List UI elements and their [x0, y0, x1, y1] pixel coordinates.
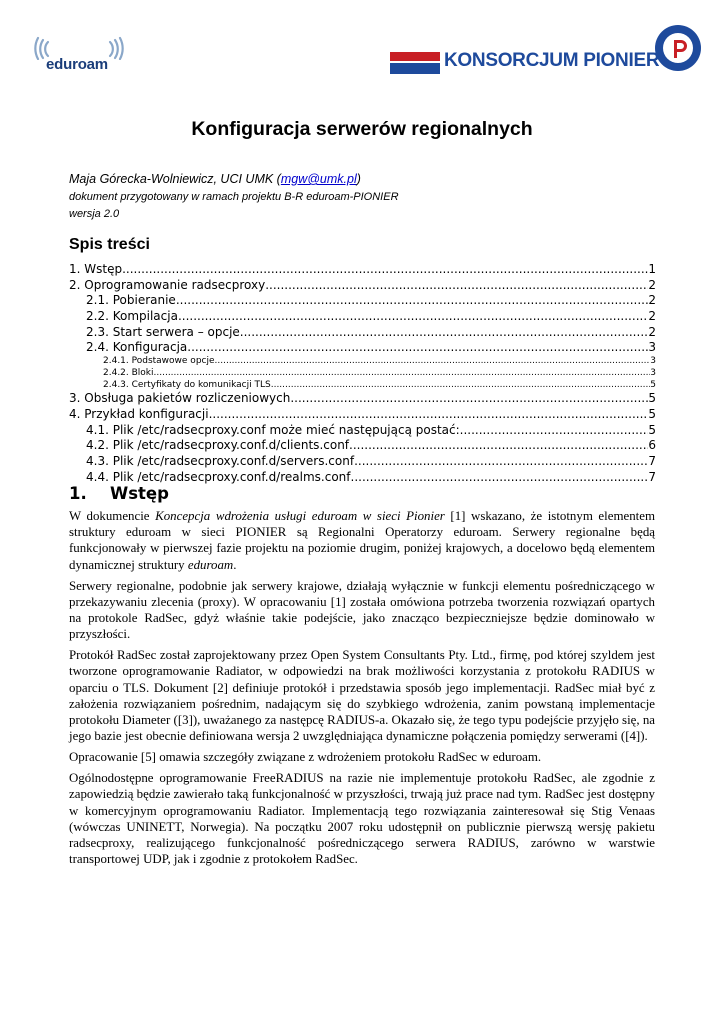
toc-entry-text: 1. Wstęp: [69, 262, 123, 276]
toc-entry[interactable]: [69, 340, 656, 356]
pionier-logo-text: KONSORCJUM PIONIER: [444, 50, 660, 71]
toc-entry-page: 3: [650, 367, 656, 378]
toc-entry-text: 4.1. Plik /etc/radsecproxy.conf może mieć następującą postać:: [86, 422, 460, 437]
pionier-flag-bar: [390, 52, 440, 76]
toc-entry-text: 2.4.2. Bloki: [103, 367, 154, 378]
toc-entry-page: 3: [648, 340, 656, 355]
toc-entry[interactable]: [69, 262, 656, 278]
document-reference-title: Koncepcja wdrożenia usługi eduroam w sieci Pionier: [155, 509, 445, 523]
toc-entry-text: 2.3. Start serwera – opcje: [86, 324, 240, 339]
toc-entry-text: 4.2. Plik /etc/radsecproxy.conf.d/clients.conf: [86, 438, 350, 453]
toc-entry-text: 2.4.3. Certyfikaty do komunikacji TLS: [103, 379, 271, 390]
author-name: Maja Górecka-Wolniewicz, UCI UMK (: [69, 172, 281, 186]
section-body: [69, 508, 655, 872]
toc-entry[interactable]: [69, 278, 656, 294]
toc-entry-text: 3. Obsługa pakietów rozliczeniowych: [69, 391, 291, 406]
paragraph: Ogólnodostępne oprogramowanie FreeRADIUS na razie nie implementuje protokołu RadSec, ale zgodnie z zapowiedzią będzie zawierało taką funkcjonalność w przyszłości, trwają już prace nad tym. RadSec jest dostępny w komercyjnym oprogramowaniu Radiator. Implementacją tego rozwiązania zainteresował się Stig Venaas (wówczas UNINETT, Norwegia). Na początku 2007 roku udostępnił on publicznie pierwszą wersję pakietu radsecproxy, realizującego funkcjonalność pośredniczącego serwera RADIUS, zarówno w warstwie transportowej UDP, jak i zgodnie z protokołem RadSec.: [69, 771, 655, 867]
toc-entry-page: 1: [648, 262, 656, 276]
toc-entry-page: 2: [648, 324, 656, 339]
document-title: Konfiguracja serwerów regionalnych: [191, 118, 533, 140]
toc-entry[interactable]: [69, 438, 656, 454]
toc-entry-page: 3: [650, 356, 656, 367]
toc-entry-text: 4. Przykład konfiguracji: [69, 406, 209, 421]
toc-entry-text: 4.3. Plik /etc/radsecproxy.conf.d/servers.conf: [86, 453, 355, 468]
pionier-seal-icon: [654, 24, 702, 72]
toc-entry-text: 2.4. Konfiguracja: [86, 340, 188, 355]
toc-entry[interactable]: [69, 470, 656, 486]
toc-entry-text: 2.1. Pobieranie: [86, 293, 176, 308]
toc-entry-page: 7: [648, 469, 656, 484]
author-suffix: ): [356, 172, 361, 186]
text-run: W dokumencie: [69, 509, 156, 523]
toc-entry-text: 4.4. Plik /etc/radsecproxy.conf.d/realms.conf: [86, 469, 351, 484]
paragraph: Serwery regionalne, podobnie jak serwery krajowe, działają wyłącznie w funkcji elementu pośredniczącego w przekazywaniu zlecenia (proxy). W opracowaniu [1] została omówiona potrzeba tworzenia rozwiązań opartych na protokole RadSec, gdyż właśnie takie podejście, jako znacząco bezpieczniejsze będzie dominowało w przyszłości.: [69, 578, 655, 642]
toc-entry-page: 5: [648, 406, 656, 421]
toc-entry-page: 2: [648, 293, 656, 308]
toc-entry-page: 2: [648, 309, 656, 324]
paragraph: Opracowanie [5] omawia szczegóły związane z wdrożeniem protokołu RadSec w eduroam.: [69, 750, 542, 765]
emphasis: eduroam: [187, 557, 234, 572]
toc-entry[interactable]: [69, 309, 656, 325]
text-run: [1] wskazano, że istotnym elementem struktury eduroam w sieci PIONIER są Regionalni Operatorzy eduroam. Serwery regionalne będą funkcjonowały w pierwszej fazie projektu na poziomie drugim, poniżej krajowych, a docelowo będą elementem dynamicznej struktury: [69, 509, 655, 572]
toc-entry-page: 5: [648, 422, 656, 437]
pionier-logo: [390, 24, 702, 80]
toc-entry[interactable]: [69, 325, 656, 341]
author-email-link[interactable]: mgw@umk.pl: [280, 172, 357, 186]
section-number: 1.: [69, 484, 87, 503]
toc-heading: Spis treści: [69, 236, 150, 253]
toc-entry-page: 7: [648, 453, 656, 468]
toc-entry-page: 6: [648, 438, 656, 453]
toc-entry[interactable]: [69, 380, 656, 392]
eduroam-logo: [34, 36, 128, 76]
paragraph: [69, 508, 655, 573]
author-line: [69, 172, 361, 186]
toc-entry-text: 2.2. Kompilacja: [86, 309, 178, 324]
toc-entry[interactable]: [69, 454, 656, 470]
toc-entry[interactable]: [69, 391, 656, 407]
eduroam-logo-text: eduroam: [46, 56, 108, 73]
toc-entry[interactable]: [69, 368, 656, 380]
toc-entry[interactable]: [69, 407, 656, 423]
section-heading: [69, 484, 169, 503]
document-note: dokument przygotowany w ramach projektu B-R eduroam-PIONIER: [69, 191, 399, 203]
toc-entry-text: 2.4.1. Podstawowe opcje: [103, 356, 215, 367]
paragraph: Protokół RadSec został zaprojektowany przez Open System Consultants Pty. Ltd., firmę, pod której szyldem jest tworzone oprogramowanie Radiator, w odpowiedzi na brak możliwości korzystania z protokołu RADIUS w oparciu o TLS. Dokument [2] definiuje protokół i przedstawia sposób jego implementacji. RadSec miał być z założenia rozwiązaniem pośrednim, nadającym się do szybkiego wdrożenia, zanim powstaną implementacje protokołu Diameter ([3]), uważanego za następcę RADIUS-a. Okazało się, że tego typu podejście przyjęło się, na jego bazie jest obecnie definiowana wersja 2 uwzględniająca dynamiczne połączenia pomiędzy serwerami ([4]).: [69, 648, 655, 744]
table-of-contents: [69, 262, 656, 485]
toc-entry-page: 5: [650, 379, 656, 390]
toc-entry-page: 5: [648, 391, 656, 406]
toc-entry-text: 2. Oprogramowanie radsecproxy: [69, 277, 266, 292]
text-run: .: [233, 557, 237, 572]
toc-entry[interactable]: [69, 356, 656, 368]
toc-entry[interactable]: [69, 423, 656, 439]
toc-entry-page: 2: [648, 277, 656, 292]
toc-entry[interactable]: [69, 293, 656, 309]
document-version: wersja 2.0: [69, 208, 120, 220]
section-title: Wstęp: [110, 484, 169, 503]
